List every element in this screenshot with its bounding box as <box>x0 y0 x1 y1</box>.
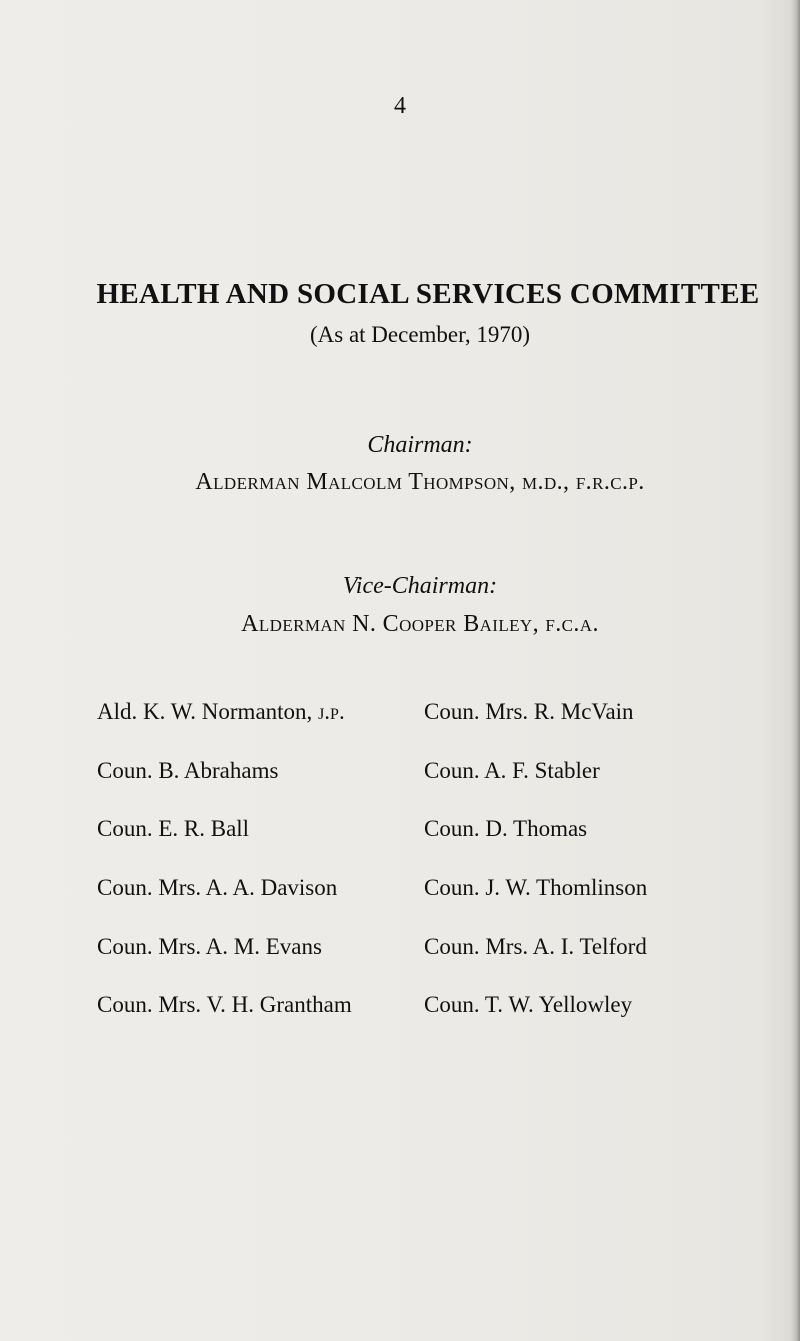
vice-chairman-name: Alderman N. Cooper Bailey, f.c.a. <box>241 611 599 637</box>
member-left-2: Coun. B. Abrahams <box>97 758 279 783</box>
member-right-4: Coun. J. W. Thomlinson <box>424 875 648 900</box>
member-left-3: Coun. E. R. Ball <box>97 816 250 841</box>
chairman-label: Chairman: <box>367 432 473 458</box>
date-subtitle: (As at December, 1970) <box>309 322 531 347</box>
member-left-5: Coun. Mrs. A. M. Evans <box>97 934 322 959</box>
chairman-name: Alderman Malcolm Thompson, m.d., f.r.c.p. <box>195 469 645 495</box>
member-right-5: Coun. Mrs. A. I. Telford <box>424 934 647 959</box>
member-right-3: Coun. D. Thomas <box>424 816 588 841</box>
committee-title: HEALTH AND SOCIAL SERVICES COMMITTEE <box>96 278 760 310</box>
member-left-6: Coun. Mrs. V. H. Grantham <box>97 992 352 1017</box>
page-number: 4 <box>394 93 406 119</box>
member-left-4: Coun. Mrs. A. A. Davison <box>97 875 338 900</box>
vice-chairman-label: Vice-Chairman: <box>342 573 498 599</box>
member-right-6: Coun. T. W. Yellowley <box>424 992 633 1017</box>
member-right-1: Coun. Mrs. R. McVain <box>424 699 634 724</box>
member-left-1: Ald. K. W. Normanton, j.p. <box>97 699 345 724</box>
member-right-2: Coun. A. F. Stabler <box>424 758 600 783</box>
